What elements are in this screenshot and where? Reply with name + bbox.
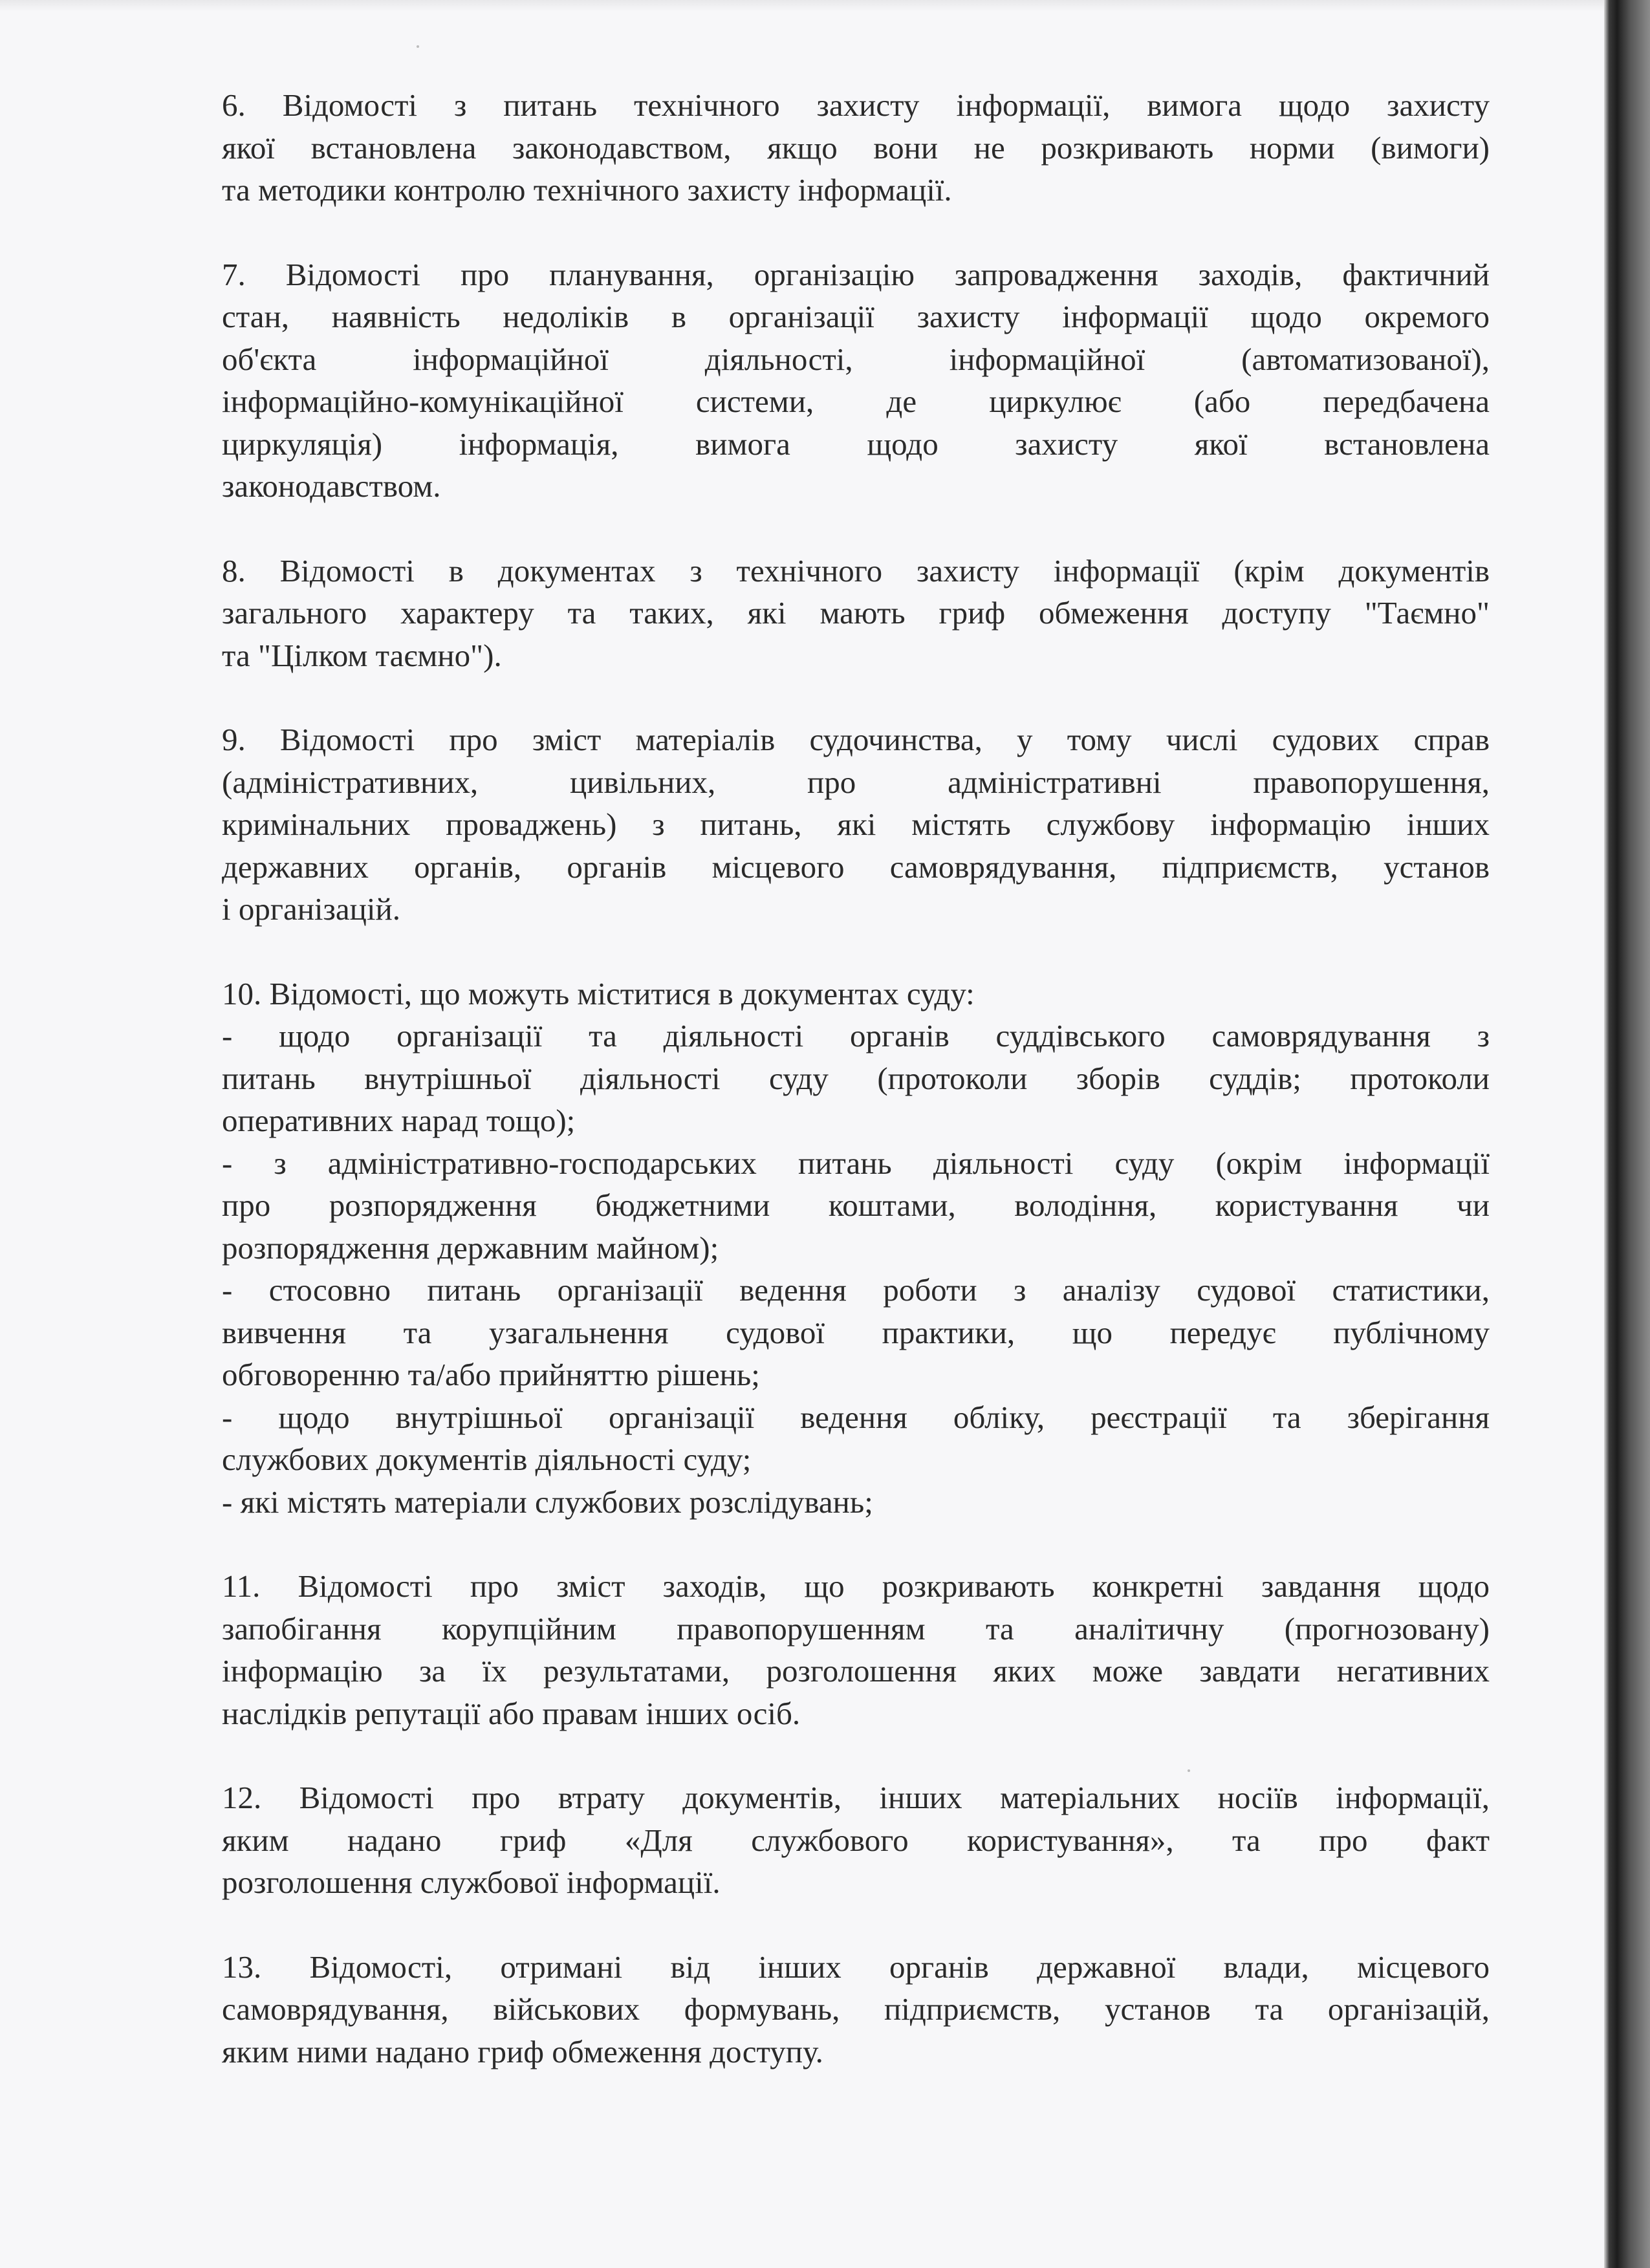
- paragraph-10: [222, 973, 1490, 1524]
- text-line: - щодо організації та діяльності органів суддівського самоврядування з: [222, 1018, 1490, 1053]
- paragraph-7: [222, 254, 1490, 508]
- text-line: 13. Відомості, отримані від інших органів державної влади, місцевого: [222, 1949, 1490, 1985]
- text-line: - стосовно питань організації ведення роботи з аналізу судової статистики,: [222, 1272, 1490, 1308]
- document-body: [222, 84, 1490, 2115]
- page-top-edge: [0, 0, 1604, 12]
- text-line: самоврядування, військових формувань, підприємств, установ та організацій,: [222, 1991, 1490, 2027]
- text-line: 10. Відомості, що можуть міститися в документах суду:: [222, 975, 975, 1011]
- paragraph-12: [222, 1777, 1490, 1904]
- text-line: запобігання корупційним правопорушенням та аналітичну (прогнозовану): [222, 1610, 1490, 1647]
- text-line: вивчення та узагальнення судової практики, що передує публічному: [222, 1314, 1490, 1350]
- text-line: загального характеру та таких, які мають гриф обмеження доступу "Таємно": [222, 595, 1490, 631]
- text-line: службових документів діяльності суду;: [222, 1442, 752, 1477]
- text-line: наслідків репутації або правам інших осіб.: [222, 1695, 801, 1731]
- text-line: обговоренню та/або прийняттю рішень;: [222, 1357, 760, 1392]
- text-line: 12. Відомості про втрату документів, інших матеріальних носіїв інформації,: [222, 1780, 1490, 1815]
- text-line: об'єкта інформаційної діяльності, інформаційної (автоматизованої),: [222, 341, 1490, 377]
- scanner-border: [1604, 0, 1650, 2268]
- text-line: та методики контролю технічного захисту інформації.: [222, 172, 952, 208]
- text-line: стан, наявність недоліків в організації захисту інформації щодо окремого: [222, 299, 1490, 334]
- text-line: інформаційно-комунікаційної системи, де циркулює (або передбачена: [222, 383, 1490, 419]
- text-line: та "Цілком таємно").: [222, 637, 502, 673]
- text-line: законодавством.: [222, 468, 441, 504]
- text-line: розпорядження державним майном);: [222, 1229, 719, 1266]
- text-line: інформацію за їх результатами, розголошення яких може завдати негативних: [222, 1653, 1490, 1689]
- text-line: питань внутрішньої діяльності суду (протоколи зборів суддів; протоколи: [222, 1060, 1490, 1096]
- text-line: 11. Відомості про зміст заходів, що розкривають конкретні завдання щодо: [222, 1568, 1490, 1604]
- text-line: державних органів, органів місцевого самоврядування, підприємств, установ: [222, 848, 1490, 885]
- paragraph-11: [222, 1565, 1490, 1734]
- scan-speck: [417, 45, 419, 48]
- text-line: циркуляція) інформація, вимога щодо захисту якої встановлена: [222, 426, 1490, 462]
- text-line: 8. Відомості в документах з технічного захисту інформації (крім документів: [222, 552, 1490, 589]
- text-line: - з адміністративно-господарських питань діяльності суду (окрім інформації: [222, 1145, 1490, 1181]
- text-line: про розпорядження бюджетними коштами, володіння, користування чи: [222, 1187, 1490, 1223]
- text-line: (адміністративних, цивільних, про адміністративні правопорушення,: [222, 764, 1490, 800]
- text-line: - які містять матеріали службових розслідувань;: [222, 1484, 873, 1520]
- paragraph-6: [222, 84, 1490, 211]
- text-line: 9. Відомості про зміст матеріалів судочинства, у тому числі судових справ: [222, 722, 1490, 757]
- text-line: яким надано гриф «Для службового користування», та про факт: [222, 1822, 1490, 1858]
- text-line: 6. Відомості з питань технічного захисту інформації, вимога щодо захисту: [222, 87, 1490, 123]
- text-line: кримінальних проваджень) з питань, які містять службову інформацію інших: [222, 806, 1490, 842]
- text-line: яким ними надано гриф обмеження доступу.: [222, 2033, 823, 2069]
- paragraph-8: [222, 550, 1490, 677]
- text-line: розголошення службової інформації.: [222, 1864, 721, 1900]
- text-line: - щодо внутрішньої організації ведення обліку, реєстрації та зберігання: [222, 1399, 1490, 1435]
- paragraph-13: [222, 1946, 1490, 2073]
- text-line: якої встановлена законодавством, якщо вони не розкривають норми (вимоги): [222, 129, 1490, 166]
- scan-speck: [1188, 1769, 1190, 1772]
- paragraph-9: [222, 718, 1490, 931]
- text-line: і організацій.: [222, 891, 400, 927]
- text-line: оперативних нарад тощо);: [222, 1103, 576, 1138]
- text-line: 7. Відомості про планування, організацію запровадження заходів, фактичний: [222, 256, 1490, 292]
